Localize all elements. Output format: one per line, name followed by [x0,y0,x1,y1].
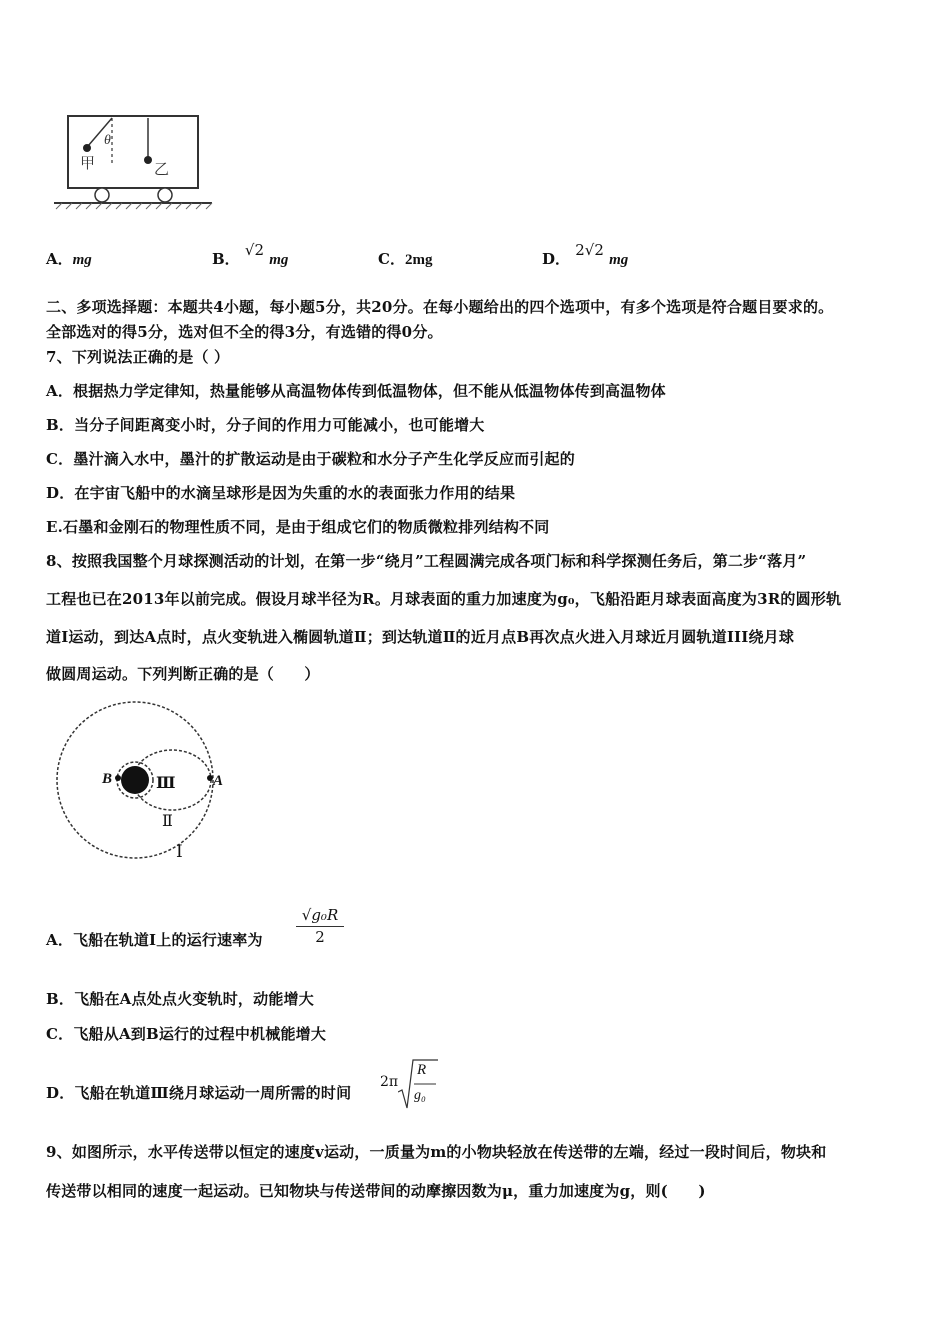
q8-a-numerator: √g₀R [301,906,339,924]
q7-option-d[interactable]: D．在宇宙飞船中的水滴呈球形是因为失重的水的表面张力作用的结果 [46,484,516,502]
q8-d-denominator: g₀ [414,1088,426,1103]
point-b [115,775,121,781]
q8-option-c[interactable]: C．飞船从A到B运行的过程中机械能增大 [46,1025,327,1043]
section2-line2: 全部选对的得5分，选对但不全的得3分，有选错的得0分。 [46,323,443,341]
q7-option-b[interactable]: B．当分子间距离变小时，分子间的作用力可能减小，也可能增大 [46,416,485,434]
section2-line1: 二、多项选择题：本题共4小题，每小题5分，共20分。在每小题给出的四个选项中，有多个选项是符合题目要求的。 [46,298,834,316]
q8-stem-line4: 做圆周运动。下列判断正确的是（ ） [46,665,320,683]
q8-option-a[interactable]: A．飞船在轨道Ⅰ上的运行速率为 [46,931,263,949]
orbit-figure [50,700,230,865]
q6-option-b[interactable]: B． √2 mg [212,241,289,268]
label-orbit-1: Ⅰ [176,842,183,861]
q8-a-fraction [296,906,344,946]
q8-d-numerator: R [417,1062,427,1078]
ball-jia [83,144,91,152]
q9-stem-line1: 9、如图所示，水平传送带以恒定的速度v运动，一质量为m的小物块轻放在传送带的左端，经过一段时间后，物块和 [46,1143,827,1161]
label-a: A [213,773,224,789]
label-orbit-2: Ⅱ [162,813,173,830]
label-orbit-3: Ⅲ [156,775,176,792]
yi-label: 乙 [154,162,170,178]
q8-option-d[interactable]: D．飞船在轨道Ⅲ绕月球运动一周所需的时间 [46,1084,352,1102]
ball-yi [144,156,152,164]
q7-option-c[interactable]: C．墨汁滴入水中，墨汁的扩散运动是由于碳粒和水分子产生化学反应而引起的 [46,450,575,468]
q8-stem-line3: 道Ⅰ运动，到达A点时，点火变轨进入椭圆轨道Ⅱ；到达轨道Ⅱ的近月点B再次点火进入月球近月圆轨道III绕月球 [46,628,795,646]
q7-option-e[interactable]: E.石墨和金刚石的物理性质不同，是由于组成它们的物质微粒排列结构不同 [46,518,550,536]
cart-pendulum-figure [50,110,220,215]
jia-label: 甲 [80,156,96,172]
q8-option-b[interactable]: B．飞船在A点处点火变轨时，动能增大 [46,990,314,1008]
q6-option-a[interactable]: A．mg [46,250,92,268]
q8-stem-line2: 工程也已在2013年以前完成。假设月球半径为R。月球表面的重力加速度为g₀，飞船沿距月球表面高度为3R的圆形轨 [46,590,842,608]
q7-stem: 7、下列说法正确的是（ ） [46,348,230,366]
label-b: B [102,771,113,787]
q8-d-coef: 2π [380,1074,399,1090]
q8-a-denominator: 2 [296,926,344,946]
q7-option-a[interactable]: A．根据热力学定律知，热量能够从高温物体传到低温物体，但不能从低温物体传到高温物体 [46,382,666,400]
moon [121,766,149,794]
q8-stem-line1: 8、按照我国整个月球探测活动的计划，在第一步“绕月”工程圆满完成各项门标和科学探测任务后，第二步“落月” [46,552,807,570]
theta-label: θ [104,133,111,148]
q6-option-c[interactable]: C．2mg [378,250,433,268]
q9-stem-line2: 传送带以相同的速度一起运动。已知物块与传送带间的动摩擦因数为μ，重力加速度为g，则( ) [46,1182,706,1200]
q6-option-d[interactable]: D． 2√2 mg [542,241,629,268]
